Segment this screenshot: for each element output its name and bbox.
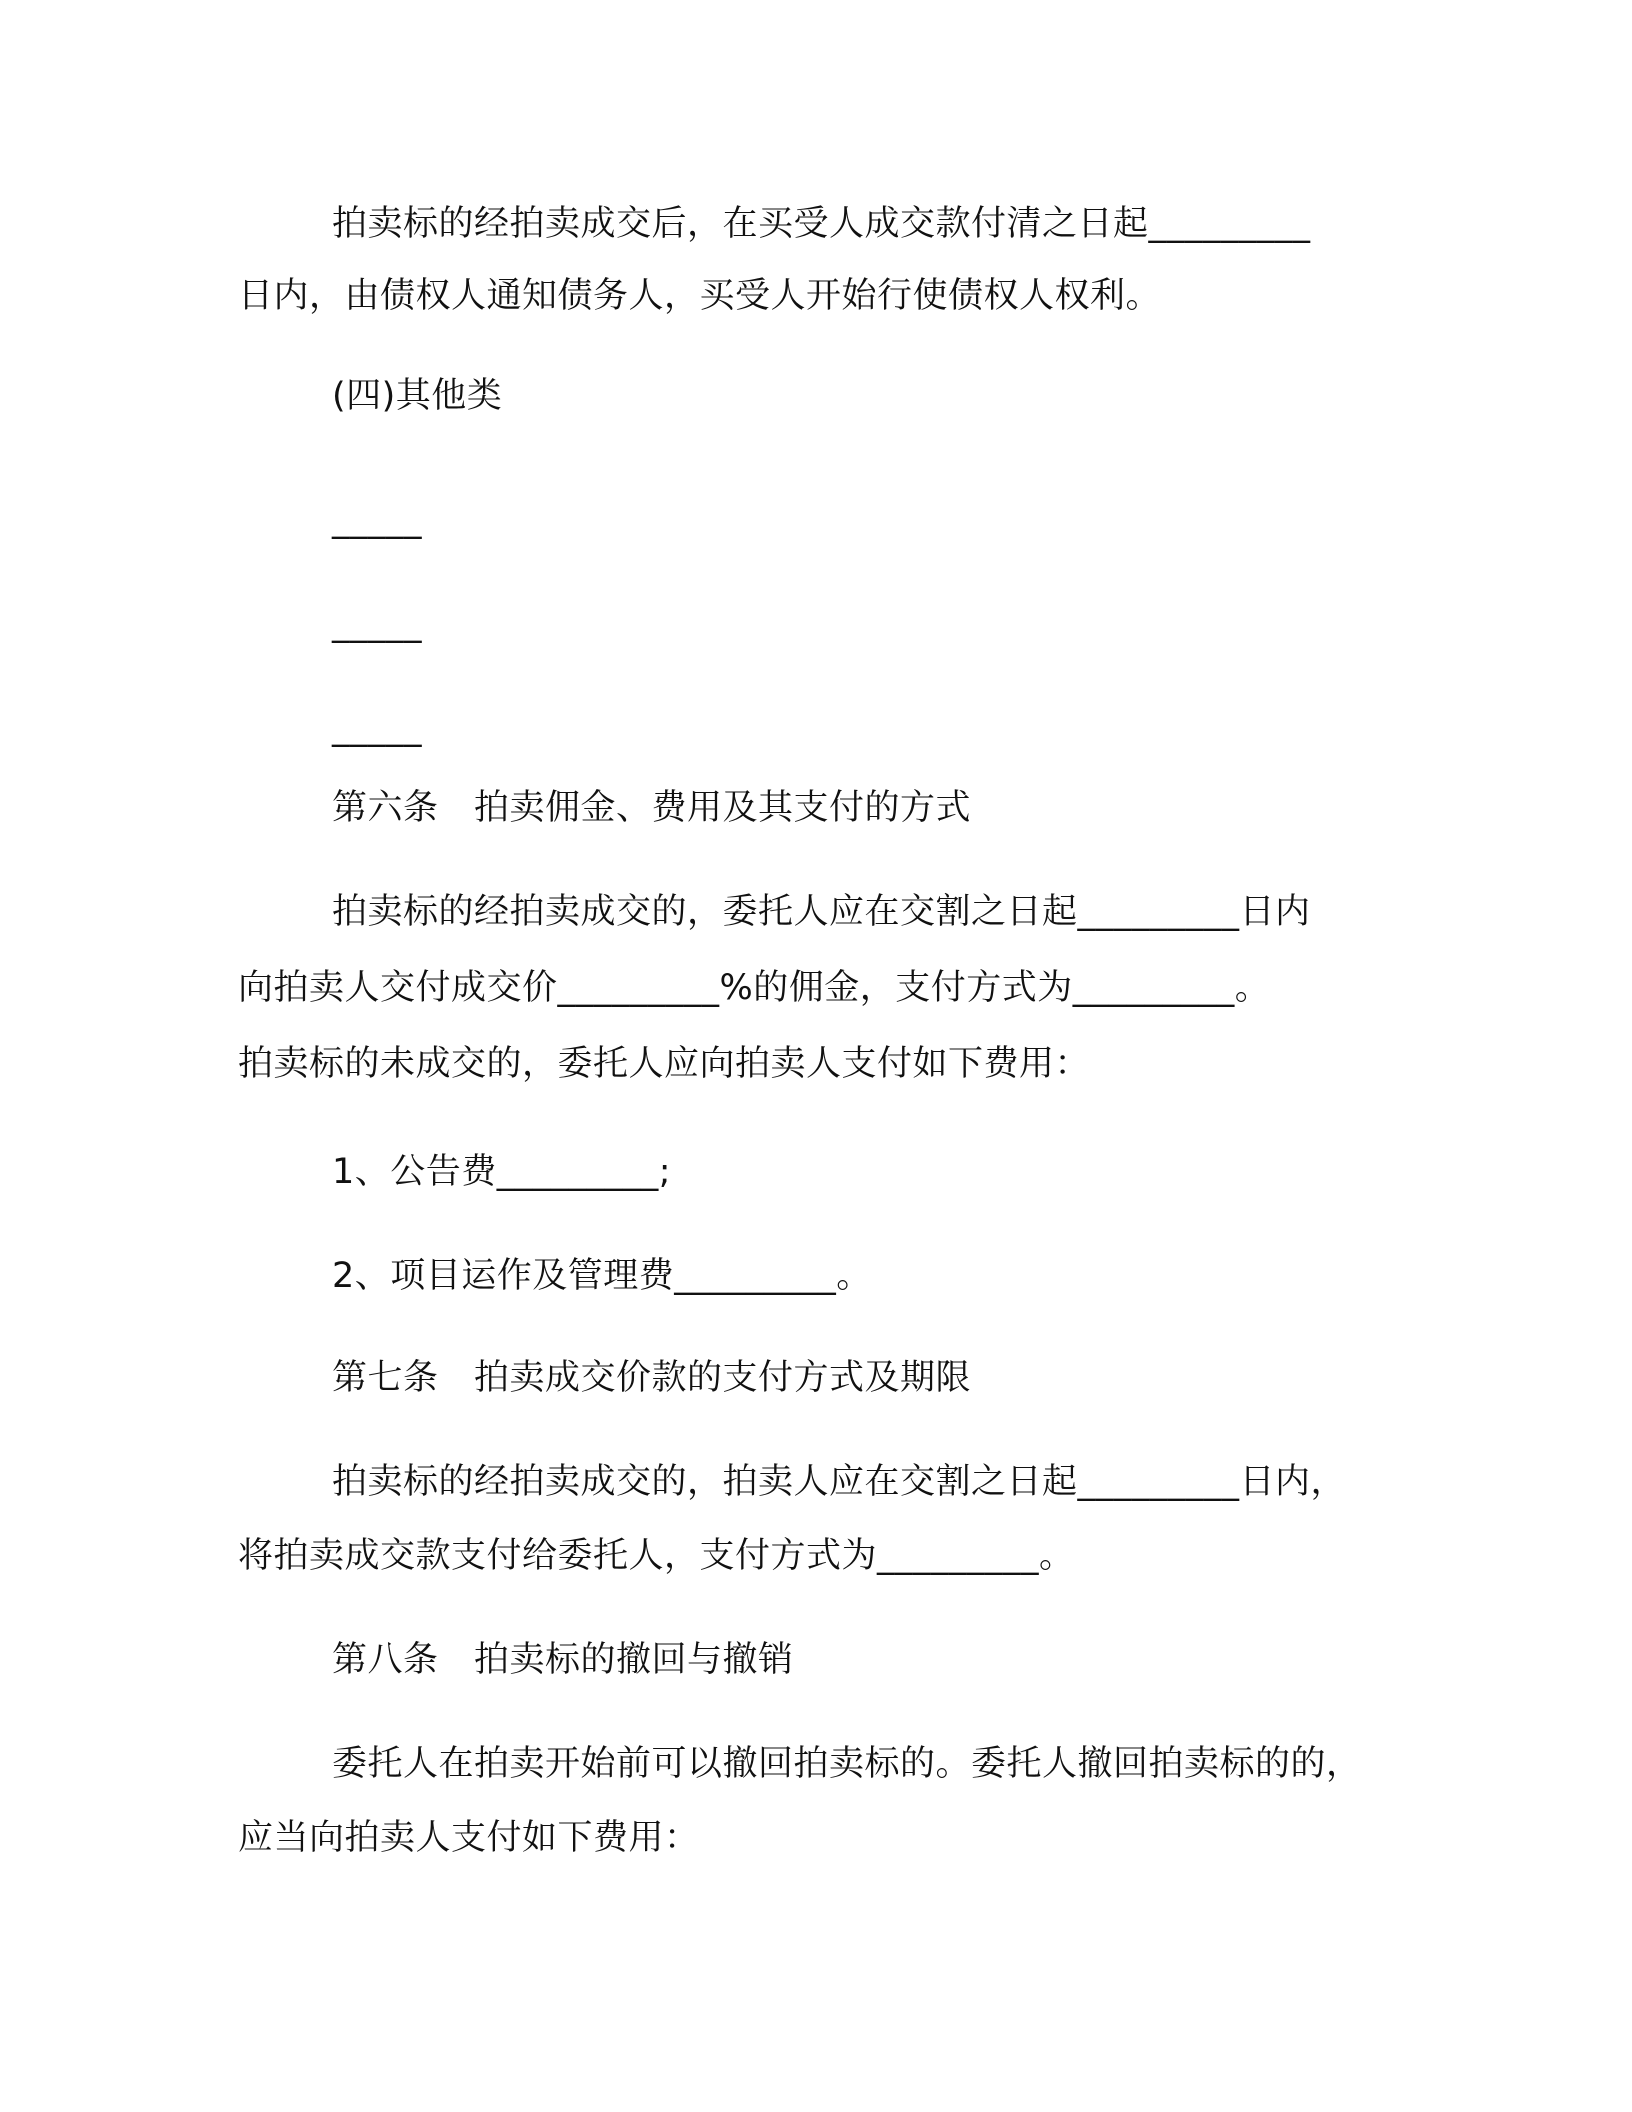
article-8-heading: 第八条 拍卖标的撤回与撤销 (332, 1640, 794, 1680)
blank-line-2: _____ (332, 604, 422, 644)
fee-item-2: 2、项目运作及管理费_________。 (332, 1256, 872, 1296)
article-7-heading: 第七条 拍卖成交价款的支付方式及期限 (332, 1358, 972, 1398)
section-heading-other: (四)其他类 (332, 376, 503, 416)
article-6-heading: 第六条 拍卖佣金、费用及其支付的方式 (332, 788, 972, 828)
blank-line-3: _____ (332, 708, 422, 748)
blank-line-1: _____ (332, 500, 422, 540)
article-7-line-2: 将拍卖成交款支付给委托人，支付方式为_________。 (238, 1536, 1075, 1576)
article-6-line-1: 拍卖标的经拍卖成交的，委托人应在交割之日起_________日内 (332, 892, 1311, 932)
article-6-line-3: 拍卖标的未成交的，委托人应向拍卖人支付如下费用： (238, 1044, 1091, 1084)
paragraph-line-2: 日内，由债权人通知债务人，买受人开始行使债权人权利。 (238, 276, 1162, 316)
article-8-line-2: 应当向拍卖人支付如下费用： (238, 1818, 700, 1858)
paragraph-line-1: 拍卖标的经拍卖成交后，在买受人成交款付清之日起_________ (332, 204, 1311, 244)
fee-item-1: 1、公告费_________; (332, 1152, 672, 1192)
article-8-line-1: 委托人在拍卖开始前可以撤回拍卖标的。委托人撤回拍卖标的的， (332, 1744, 1362, 1784)
article-6-line-2: 向拍卖人交付成交价_________%的佣金，支付方式为_________。 (238, 968, 1271, 1008)
article-7-line-1: 拍卖标的经拍卖成交的，拍卖人应在交割之日起_________日内， (332, 1462, 1347, 1502)
